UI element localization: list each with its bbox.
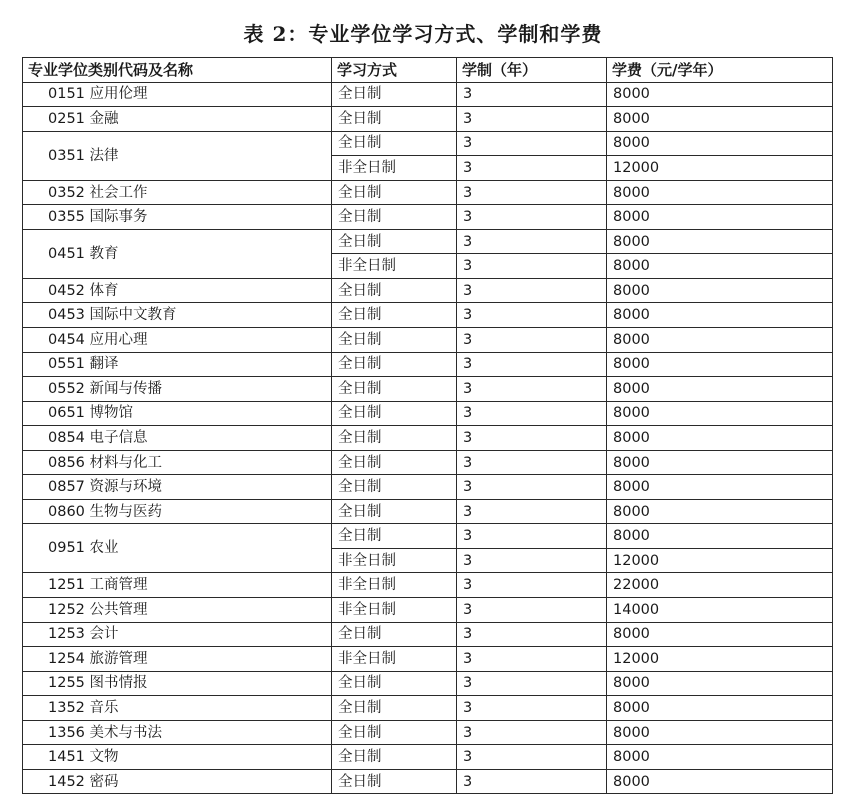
duration-cell: 3	[457, 720, 607, 745]
study-mode-cell: 全日制	[332, 671, 457, 696]
duration-cell: 3	[457, 352, 607, 377]
study-mode-cell: 全日制	[332, 205, 457, 230]
table-title: 表 2：专业学位学习方式、学制和学费	[243, 22, 603, 46]
study-mode-cell: 全日制	[332, 82, 457, 107]
table-row	[23, 647, 833, 672]
program-name-cell: 1255 图书情报	[23, 671, 332, 696]
program-name-cell: 0355 国际事务	[23, 205, 332, 230]
program-name-cell: 0352 社会工作	[23, 180, 332, 205]
table-row	[23, 278, 833, 303]
duration-cell: 3	[457, 696, 607, 721]
table-row	[23, 401, 833, 426]
tuition-cell: 8000	[607, 475, 833, 500]
study-mode-cell: 全日制	[332, 328, 457, 353]
header-duration: 学制（年）	[457, 58, 607, 83]
program-name-cell: 0651 博物馆	[23, 401, 332, 426]
study-mode-cell: 全日制	[332, 278, 457, 303]
duration-cell: 3	[457, 328, 607, 353]
program-name-cell: 1451 文物	[23, 745, 332, 770]
tuition-cell: 8000	[607, 205, 833, 230]
table-row	[23, 229, 833, 254]
study-mode-cell: 非全日制	[332, 598, 457, 623]
tuition-cell: 8000	[607, 254, 833, 279]
table-row	[23, 720, 833, 745]
program-name-cell: 0860 生物与医药	[23, 499, 332, 524]
program-name-cell: 1251 工商管理	[23, 573, 332, 598]
tuition-cell: 8000	[607, 278, 833, 303]
tuition-cell: 8000	[607, 352, 833, 377]
program-name-cell: 0551 翻译	[23, 352, 332, 377]
tuition-cell: 22000	[607, 573, 833, 598]
tuition-cell: 8000	[607, 229, 833, 254]
tuition-cell: 12000	[607, 647, 833, 672]
tuition-cell: 14000	[607, 598, 833, 623]
table-row	[23, 352, 833, 377]
study-mode-cell: 全日制	[332, 107, 457, 132]
tuition-cell: 8000	[607, 450, 833, 475]
header-study-mode: 学习方式	[332, 58, 457, 83]
study-mode-cell: 全日制	[332, 426, 457, 451]
table-row	[23, 426, 833, 451]
duration-cell: 3	[457, 401, 607, 426]
study-mode-cell: 全日制	[332, 524, 457, 549]
program-name-cell: 0552 新闻与传播	[23, 377, 332, 402]
duration-cell: 3	[457, 82, 607, 107]
tuition-cell: 8000	[607, 401, 833, 426]
header-program: 专业学位类别代码及名称	[23, 58, 332, 83]
study-mode-cell: 全日制	[332, 769, 457, 794]
table-row	[23, 745, 833, 770]
duration-cell: 3	[457, 548, 607, 573]
tuition-cell: 12000	[607, 548, 833, 573]
study-mode-cell: 全日制	[332, 622, 457, 647]
study-mode-cell: 全日制	[332, 401, 457, 426]
study-mode-cell: 全日制	[332, 720, 457, 745]
table-row	[23, 524, 833, 549]
program-name-cell: 0451 教育	[23, 229, 332, 278]
study-mode-cell: 全日制	[332, 303, 457, 328]
table-row	[23, 622, 833, 647]
duration-cell: 3	[457, 278, 607, 303]
tuition-cell: 12000	[607, 156, 833, 181]
duration-cell: 3	[457, 598, 607, 623]
program-name-cell: 0452 体育	[23, 278, 332, 303]
duration-cell: 3	[457, 377, 607, 402]
duration-cell: 3	[457, 426, 607, 451]
tuition-cell: 8000	[607, 82, 833, 107]
duration-cell: 3	[457, 205, 607, 230]
study-mode-cell: 全日制	[332, 499, 457, 524]
duration-cell: 3	[457, 107, 607, 132]
program-name-cell: 0251 金融	[23, 107, 332, 132]
duration-cell: 3	[457, 254, 607, 279]
program-name-cell: 0857 资源与环境	[23, 475, 332, 500]
tuition-cell: 8000	[607, 671, 833, 696]
program-name-cell: 1253 会计	[23, 622, 332, 647]
table-row	[23, 82, 833, 107]
study-mode-cell: 全日制	[332, 229, 457, 254]
table-body	[23, 82, 833, 794]
tuition-cell: 8000	[607, 426, 833, 451]
tuition-cell: 8000	[607, 328, 833, 353]
duration-cell: 3	[457, 647, 607, 672]
table-row	[23, 450, 833, 475]
duration-cell: 3	[457, 450, 607, 475]
program-name-cell: 1252 公共管理	[23, 598, 332, 623]
program-name-cell: 0856 材料与化工	[23, 450, 332, 475]
program-name-cell: 0951 农业	[23, 524, 332, 573]
duration-cell: 3	[457, 622, 607, 647]
program-name-cell: 0453 国际中文教育	[23, 303, 332, 328]
table-row	[23, 328, 833, 353]
program-name-cell: 1254 旅游管理	[23, 647, 332, 672]
table-row	[23, 573, 833, 598]
study-mode-cell: 非全日制	[332, 548, 457, 573]
duration-cell: 3	[457, 573, 607, 598]
program-name-cell: 0151 应用伦理	[23, 82, 332, 107]
duration-cell: 3	[457, 475, 607, 500]
table-row	[23, 180, 833, 205]
duration-cell: 3	[457, 229, 607, 254]
table-row	[23, 303, 833, 328]
program-name-cell: 0854 电子信息	[23, 426, 332, 451]
duration-cell: 3	[457, 499, 607, 524]
table-row	[23, 671, 833, 696]
study-mode-cell: 非全日制	[332, 156, 457, 181]
tuition-cell: 8000	[607, 499, 833, 524]
study-mode-cell: 全日制	[332, 352, 457, 377]
table-row	[23, 696, 833, 721]
tuition-cell: 8000	[607, 377, 833, 402]
study-mode-cell: 全日制	[332, 131, 457, 156]
program-name-cell: 1452 密码	[23, 769, 332, 794]
study-mode-cell: 全日制	[332, 696, 457, 721]
program-name-cell: 1352 音乐	[23, 696, 332, 721]
header-row	[23, 58, 833, 83]
table-row	[23, 598, 833, 623]
program-name-cell: 0454 应用心理	[23, 328, 332, 353]
table-row	[23, 377, 833, 402]
tuition-cell: 8000	[607, 131, 833, 156]
study-mode-cell: 全日制	[332, 450, 457, 475]
study-mode-cell: 全日制	[332, 180, 457, 205]
study-mode-cell: 非全日制	[332, 647, 457, 672]
duration-cell: 3	[457, 180, 607, 205]
study-mode-cell: 全日制	[332, 745, 457, 770]
tuition-cell: 8000	[607, 107, 833, 132]
tuition-cell: 8000	[607, 720, 833, 745]
duration-cell: 3	[457, 524, 607, 549]
tuition-cell: 8000	[607, 769, 833, 794]
duration-cell: 3	[457, 769, 607, 794]
table-row	[23, 107, 833, 132]
table-row	[23, 499, 833, 524]
study-mode-cell: 非全日制	[332, 254, 457, 279]
tuition-cell: 8000	[607, 696, 833, 721]
table-row	[23, 205, 833, 230]
tuition-cell: 8000	[607, 524, 833, 549]
study-mode-cell: 全日制	[332, 475, 457, 500]
table-row	[23, 475, 833, 500]
table-row	[23, 131, 833, 156]
program-name-cell: 1356 美术与书法	[23, 720, 332, 745]
duration-cell: 3	[457, 745, 607, 770]
tuition-cell: 8000	[607, 745, 833, 770]
duration-cell: 3	[457, 303, 607, 328]
header-tuition: 学费（元/学年）	[607, 58, 833, 83]
tuition-cell: 8000	[607, 303, 833, 328]
study-mode-cell: 全日制	[332, 377, 457, 402]
program-name-cell: 0351 法律	[23, 131, 332, 180]
duration-cell: 3	[457, 131, 607, 156]
duration-cell: 3	[457, 671, 607, 696]
tuition-table	[22, 57, 833, 794]
tuition-cell: 8000	[607, 180, 833, 205]
duration-cell: 3	[457, 156, 607, 181]
tuition-cell: 8000	[607, 622, 833, 647]
study-mode-cell: 非全日制	[332, 573, 457, 598]
